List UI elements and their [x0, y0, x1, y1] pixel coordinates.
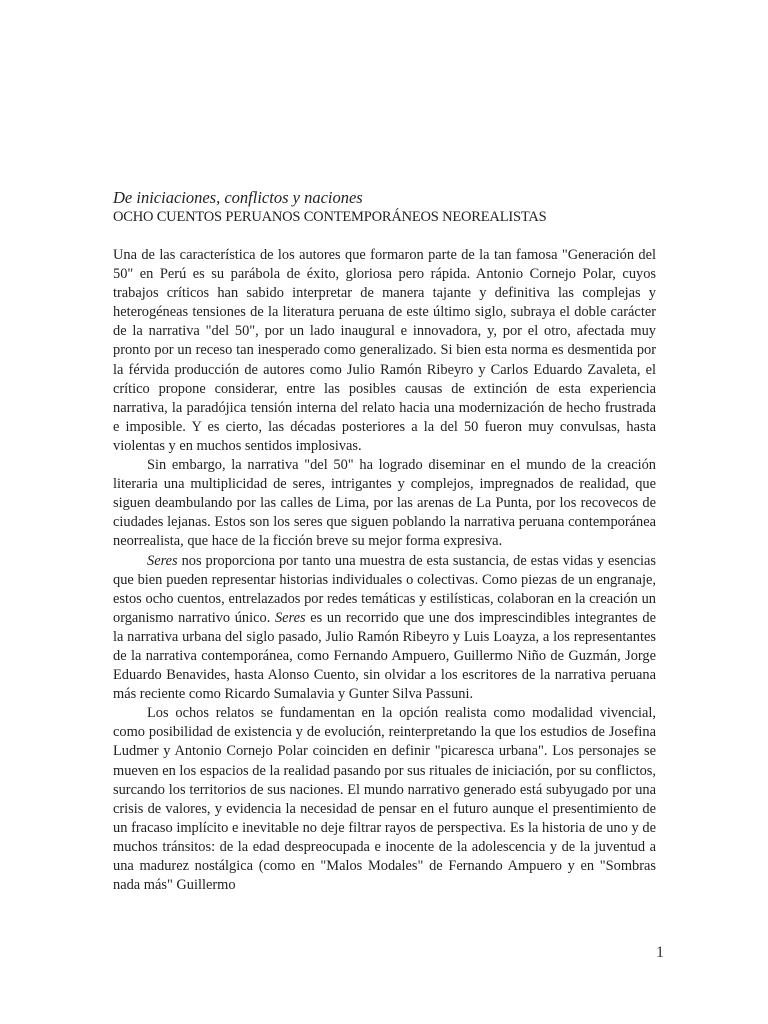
- paragraph-3-text-1: nos proporciona por tanto una muestra de esta sustancia, de estas vidas y esencias que bien pueden representar historias individuales o colectivas. Como piezas de un engranaje, estos ocho cuentos, entrelazados por redes temáticas y estilísticas, colaboran en la creación un organismo narrativo único.: [113, 552, 656, 626]
- paragraph-2: Sin embargo, la narrativa "del 50" ha logrado diseminar en el mundo de la creación literaria una multiplicidad de seres, intrigantes y complejos, impregnados de realidad, que siguen deambulando por las calles de Lima, por las arenas de La Punta, por los recovecos de ciudades lejanas. Estos son los seres que siguen poblando la narrativa peruana contemporánea neorrealista, que hace de la ficción breve su mejor forma expresiva.: [113, 457, 656, 550]
- paragraph-3: [113, 552, 656, 705]
- paragraph-3-text-2: es un recorrido que une dos imprescindibles integrantes de la narrativa urbana del siglo pasado, Julio Ramón Ribeyro y Luis Loayza, a los representantes de la narrativa contemporánea, como Fernando Ampuero, Guillermo Niño de Guzmán, Jorge Eduardo Benavides, hasta Alonso Cuento, sin olvidar a los escritores de la narrativa peruana más reciente como Ricardo Sumalavia y Gunter Silva Passuni.: [113, 609, 656, 703]
- document-subtitle: OCHO CUENTOS PERUANOS CONTEMPORÁNEOS NEOREALISTAS: [113, 209, 547, 225]
- document-page: [113, 188, 656, 895]
- book-title-seres-2: Seres: [274, 609, 306, 626]
- paragraph-1: Una de las característica de los autores que formaron parte de la tan famosa "Generación del 50" en Perú es su parábola de éxito, gloriosa pero rápida. Antonio Cornejo Polar, cuyos trabajos críticos han sabido interpretar de manera tajante y definitiva las complejas y heterogéneas tensiones de la literatura peruana de este último siglo, subraya el doble carácter de la narrativa "del 50", por un lado inaugural e innovadora, y, por el otro, afectada muy pronto por un receso tan inesperado como generalizado. Si bien esta norma es desmentida por la férvida producción de autores como Julio Ramón Ribeyro y Carlos Eduardo Zavaleta, el crítico propone considerar, entre las posibles causas de extinción de esta experiencia narrativa, la paradójica tensión interna del relato hacia una modernización de hecho frustrada e imposible. Y es cierto, las décadas posteriores a la del 50 fueron muy convulsas, hasta violentas y en muchos sentidos implosivas.: [113, 247, 656, 454]
- book-title-seres: Seres: [147, 552, 178, 569]
- paragraph-4: Los ochos relatos se fundamentan en la opción realista como modalidad vivencial, como posibilidad de existencia y de evolución, reinterpretando la que los estudios de Josefina Ludmer y Antonio Cornejo Polar coinciden en definir "picaresca urbana". Los personajes se mueven en los espacios de la realidad pasando por sus rituales de iniciación, por su conflictos, surcando los territorios de sus naciones. El mundo narrativo generado está subyugado por una crisis de valores, y evidencia la necesidad de pensar en el futuro aunque el presentimiento de un fracaso implícito e inevitable no deje filtrar rayos de perspectiva. Es la historia de uno y de muchos tránsitos: de la edad despreocupada e inocente de la adolescencia y de la juventud a una madurez nostálgica (como en "Malos Modales" de Fernando Ampuero y en "Sombras nada más" Guillermo: [113, 705, 656, 894]
- page-number: 1: [656, 944, 664, 961]
- document-title: De iniciaciones, conflictos y naciones: [113, 188, 363, 207]
